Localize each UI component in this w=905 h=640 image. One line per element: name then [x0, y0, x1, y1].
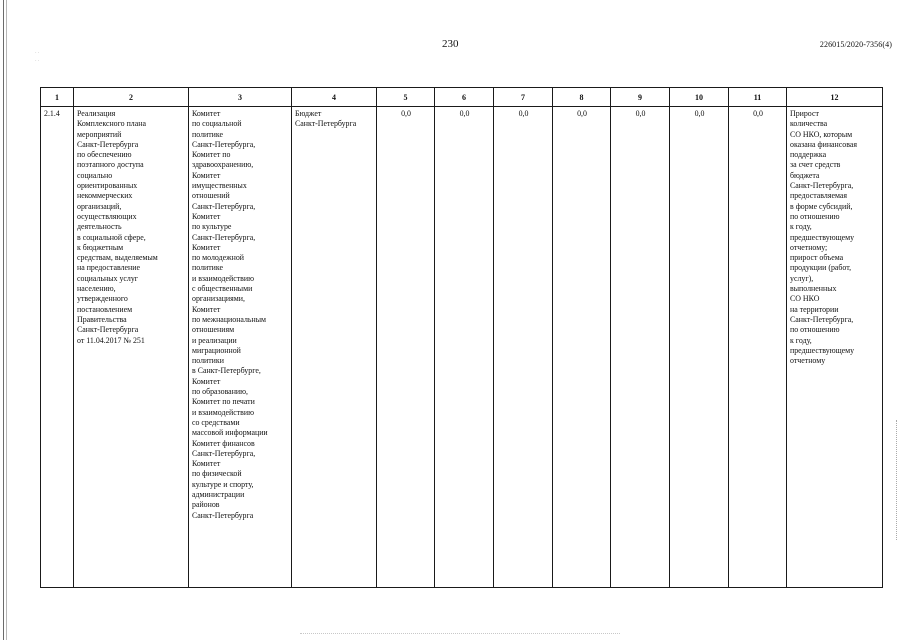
column-header-5: 5	[377, 88, 435, 107]
funding-source-cell	[292, 107, 377, 588]
scan-edge-line-inner	[6, 0, 7, 640]
row-code-cell: 2.1.4	[41, 107, 74, 588]
column-header-7: 7	[494, 88, 553, 107]
column-header-2: 2	[74, 88, 189, 107]
column-header-12: 12	[787, 88, 883, 107]
scan-noise-bottom	[300, 633, 620, 635]
page-number: 230	[442, 38, 459, 50]
plan-table	[40, 87, 883, 588]
measure-text: Реализация Комплексного плана мероприятий Санкт-Петербурга по обеспечению поэтапного доступа социально ориентированных некоммерческих организаций, осуществляющих деятельность в социальной сфере, к бюджетным средствам, выделяемым на предоставление социальных услуг населению, утвержденного постановлением Правительства Санкт-Петербурга от 11.04.2017 № 251	[77, 109, 158, 345]
measure-cell	[74, 107, 189, 588]
column-header-6: 6	[435, 88, 494, 107]
indicator-cell	[787, 107, 883, 588]
value-cell-7: 0,0	[494, 107, 553, 588]
value-cell-11: 0,0	[729, 107, 787, 588]
scan-noise: · · · ·	[35, 51, 40, 64]
scan-edge-right	[895, 420, 897, 540]
column-number-row	[41, 88, 883, 107]
indicator-text: Прирост количества СО НКО, которым оказана финансовая поддержка за счет средств бюджета Санкт-Петербурга, предоставляемая в форме субсидий, по отношению к году, предшествующему отчетному; прирост объема продукции (работ, услуг), выполненных СО НКО на территории Санкт-Петербурга, по отношению к году, предшествующему отчетному	[790, 109, 857, 366]
column-header-4: 4	[292, 88, 377, 107]
column-header-1: 1	[41, 88, 74, 107]
column-header-9: 9	[611, 88, 670, 107]
value-cell-6: 0,0	[435, 107, 494, 588]
funding-source-text: Бюджет Санкт-Петербурга	[295, 109, 357, 129]
column-header-8: 8	[553, 88, 611, 107]
executors-text: Комитет по социальной политике Санкт-Петербурга, Комитет по здравоохранению, Комитет имущественных отношений Санкт-Петербурга, Комитет по культуре Санкт-Петербурга, Комитет по молодежной политике и взаимодействию с общественными организациями, Комитет по межнациональным отношениям и реализации миграционной политики в Санкт-Петербурге, Комитет по образованию, Комитет по печати и взаимодействию со средствами массовой информации Комитет финансов Санкт-Петербурга, Комитет по физической культуре и спорту, администрации районов Санкт-Петербурга	[192, 109, 268, 520]
value-cell-10: 0,0	[670, 107, 729, 588]
document-code: 226015/2020-7356(4)	[819, 40, 892, 49]
column-header-3: 3	[189, 88, 292, 107]
executors-cell	[189, 107, 292, 588]
column-header-10: 10	[670, 88, 729, 107]
value-cell-8: 0,0	[553, 107, 611, 588]
column-header-11: 11	[729, 88, 787, 107]
scan-edge-line	[3, 0, 4, 640]
value-cell-9: 0,0	[611, 107, 670, 588]
value-cell-5: 0,0	[377, 107, 435, 588]
table-row	[41, 107, 883, 588]
